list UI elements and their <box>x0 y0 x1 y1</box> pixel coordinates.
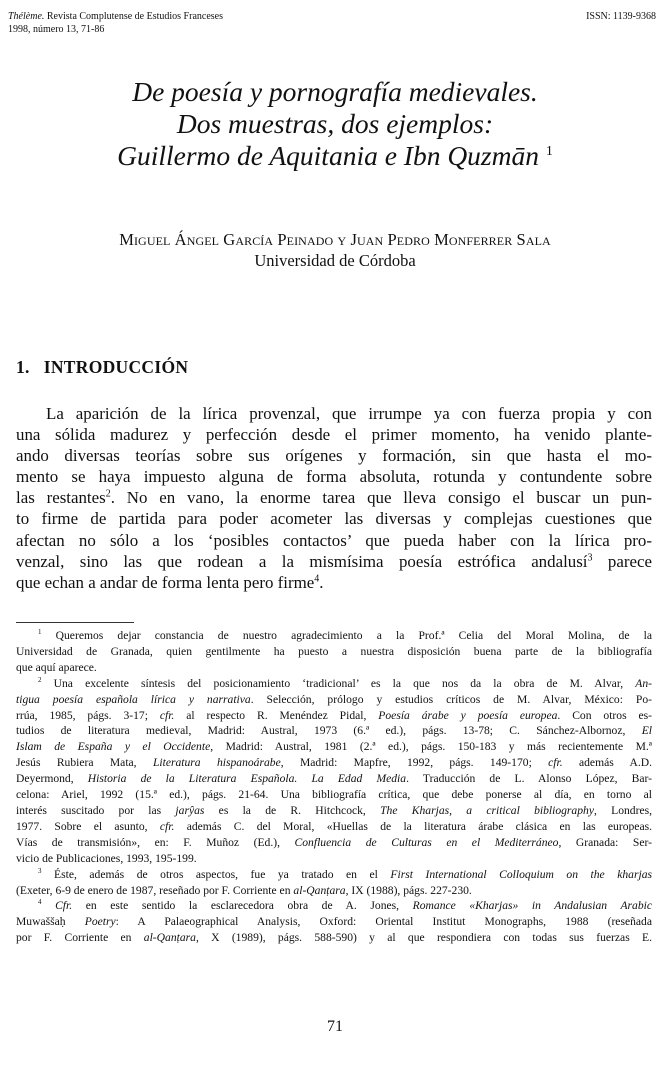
footnotes <box>16 628 652 946</box>
footnote-ref[interactable]: 3 <box>587 552 593 564</box>
footnote-line: rrúa, 1985, págs. 3-17; cfr. al respecto R. Menéndez Pidal, Poesía árabe y poesía europea. Con otros es- <box>16 708 653 722</box>
section-title: INTRODUCCIÓN <box>43 357 189 377</box>
footnote-line: Muwaššaḥ Poetry: A Palaeographical Analysis, Oxford: Oriental Institut Monographs, 1988 (reseñada <box>16 915 652 929</box>
footnote-divider <box>16 622 134 623</box>
title-line-1: De poesía y pornografía medievales. <box>132 76 538 107</box>
footnote-1: $^1$ Queremos dejar constancia de nuestro agradecimiento a la Prof.ª Celia del Moral Molina, de la <box>38 628 652 642</box>
section-number: 1. <box>16 357 30 377</box>
page-number: 71 <box>327 1018 343 1035</box>
journal-title: Thélème. <box>8 11 45 22</box>
footnote-ref[interactable]: 4 <box>314 573 320 585</box>
body-paragraph <box>16 403 652 593</box>
footnote-2: $^2$ Una excelente síntesis del posicionamiento ‘tradicional’ es la que nos da la obra de M. Alvar, An- <box>38 675 653 690</box>
issn: ISSN: 1139-9368 <box>586 11 656 22</box>
article-title <box>0 76 670 172</box>
footnote-line: (Exeter, 6-9 de enero de 1987, reseñado por F. Corriente en al-Qanṭara, IX (1988), págs. 227-230. <box>16 883 472 897</box>
footnote-3: $^3$ Éste, además de otros aspectos, fue ya tratado en el First International Colloquium on the kharjas <box>38 866 652 881</box>
body-line: to firme de partida para poder acometer las diversas y complejas cuestiones que <box>16 509 652 529</box>
journal-subtitle: Revista Complutense de Estudios Franceses <box>46 11 223 22</box>
body-line: las restantes$^2$. No en vano, la enorme tarea que lleva consigo el buscar un pun- <box>16 488 652 508</box>
running-header <box>8 10 223 36</box>
title-line-3: Guillermo de Aquitania e Ibn Quzmān <box>117 140 539 171</box>
body-line: mento se haya impuesto alguna de forma absoluta, rotunda y contundente sobre <box>16 467 652 487</box>
footnote-line: tigua poesía española lírica y narrativa. Selección, prólogo y estudios críticos de M. Alvar, México: Po- <box>16 692 652 706</box>
title-note-ref[interactable]: 1 <box>545 143 553 159</box>
issue-info: 1998, número 13, 71-86 <box>8 24 105 35</box>
footnote-line: que aquí aparece. <box>16 660 97 674</box>
footnote-line: Islam de España y el Occidente, Madrid: Austral, 1981 (2.ª ed.), págs. 150-183 y más recientemente M.ª <box>16 740 653 754</box>
section-heading <box>16 357 188 378</box>
footnote-line: Vías de transmisión», en: F. Muñoz (Ed.), Confluencia de Culturas en el Mediterráneo, Granada: Ser- <box>16 835 652 849</box>
footnote-line: Universidad de Granada, quien gentilmente ha puesto a nuestra disposición buena parte de la bibliografía <box>16 644 652 658</box>
footnote-line: interés suscitado por las jarŷas es la de R. Hitchcock, The Kharjas, a critical bibliography, Londres, <box>16 803 653 817</box>
footnote-line: 1977. Sobre el asunto, cfr. además C. del Moral, «Huellas de la literatura árabe clásica en las europeas. <box>16 819 653 833</box>
body-line: que echan a andar de forma lenta pero firme$^4$. <box>16 572 324 592</box>
body-line: una sólida madurez y perfección desde el primer momento, ha venido plante- <box>16 425 652 445</box>
footnote-line: Jesús Rubiera Mata, Literatura hispanoárabe, Madrid: Mapfre, 1992, págs. 149-170; cfr. además A.D. <box>16 756 652 770</box>
body-line: ando diversas teorías sobre sus orígenes y formación, sin que hasta el mo- <box>16 446 652 466</box>
body-line: La aparición de la lírica provenzal, que irrumpe ya con fuerza propia y con <box>46 404 652 423</box>
footnote-ref[interactable]: 2 <box>105 488 111 500</box>
footnote-line: por F. Corriente en al-Qanṭara, X (1989), págs. 588-590) y al que respondiera con todas sus fuerzas E. <box>16 931 652 945</box>
body-line: afectan no sólo a los ‘posibles contactos’ que pueda haber con la lírica pro- <box>16 530 652 550</box>
footnote-4: $^4$ Cfr. en este sentido la esclarecedora obra de A. Jones, Romance «Kharjas» in Andalusian Arabic <box>38 898 652 913</box>
body-line: venzal, sino las que rodean a la mismísima poesía estrófica andalusí$^3$ parece <box>16 551 652 571</box>
footnote-line: tudios de literatura medieval, Madrid: Austral, 1973 (6.ª ed.), págs. 13-78; C. Sánchez-Albornoz, El <box>16 724 652 738</box>
footnote-line: Deyermond, Historia de la Literatura Española. La Edad Media. Traducción de L. Alonso López, Bar- <box>16 772 652 786</box>
footnote-line: celona: Ariel, 1992 (15.ª ed.), págs. 21-64. Una bibliografía crítica, que debe ponerse al día, en torno al <box>16 788 652 802</box>
authors: Miguel Ángel García Peinado y Juan Pedro Monferrer Sala <box>119 230 551 249</box>
affiliation: Universidad de Córdoba <box>254 251 416 270</box>
title-line-2: Dos muestras, dos ejemplos: <box>176 108 494 139</box>
footnote-line: vicio de Publicaciones, 1993, 195-199. <box>16 851 197 865</box>
